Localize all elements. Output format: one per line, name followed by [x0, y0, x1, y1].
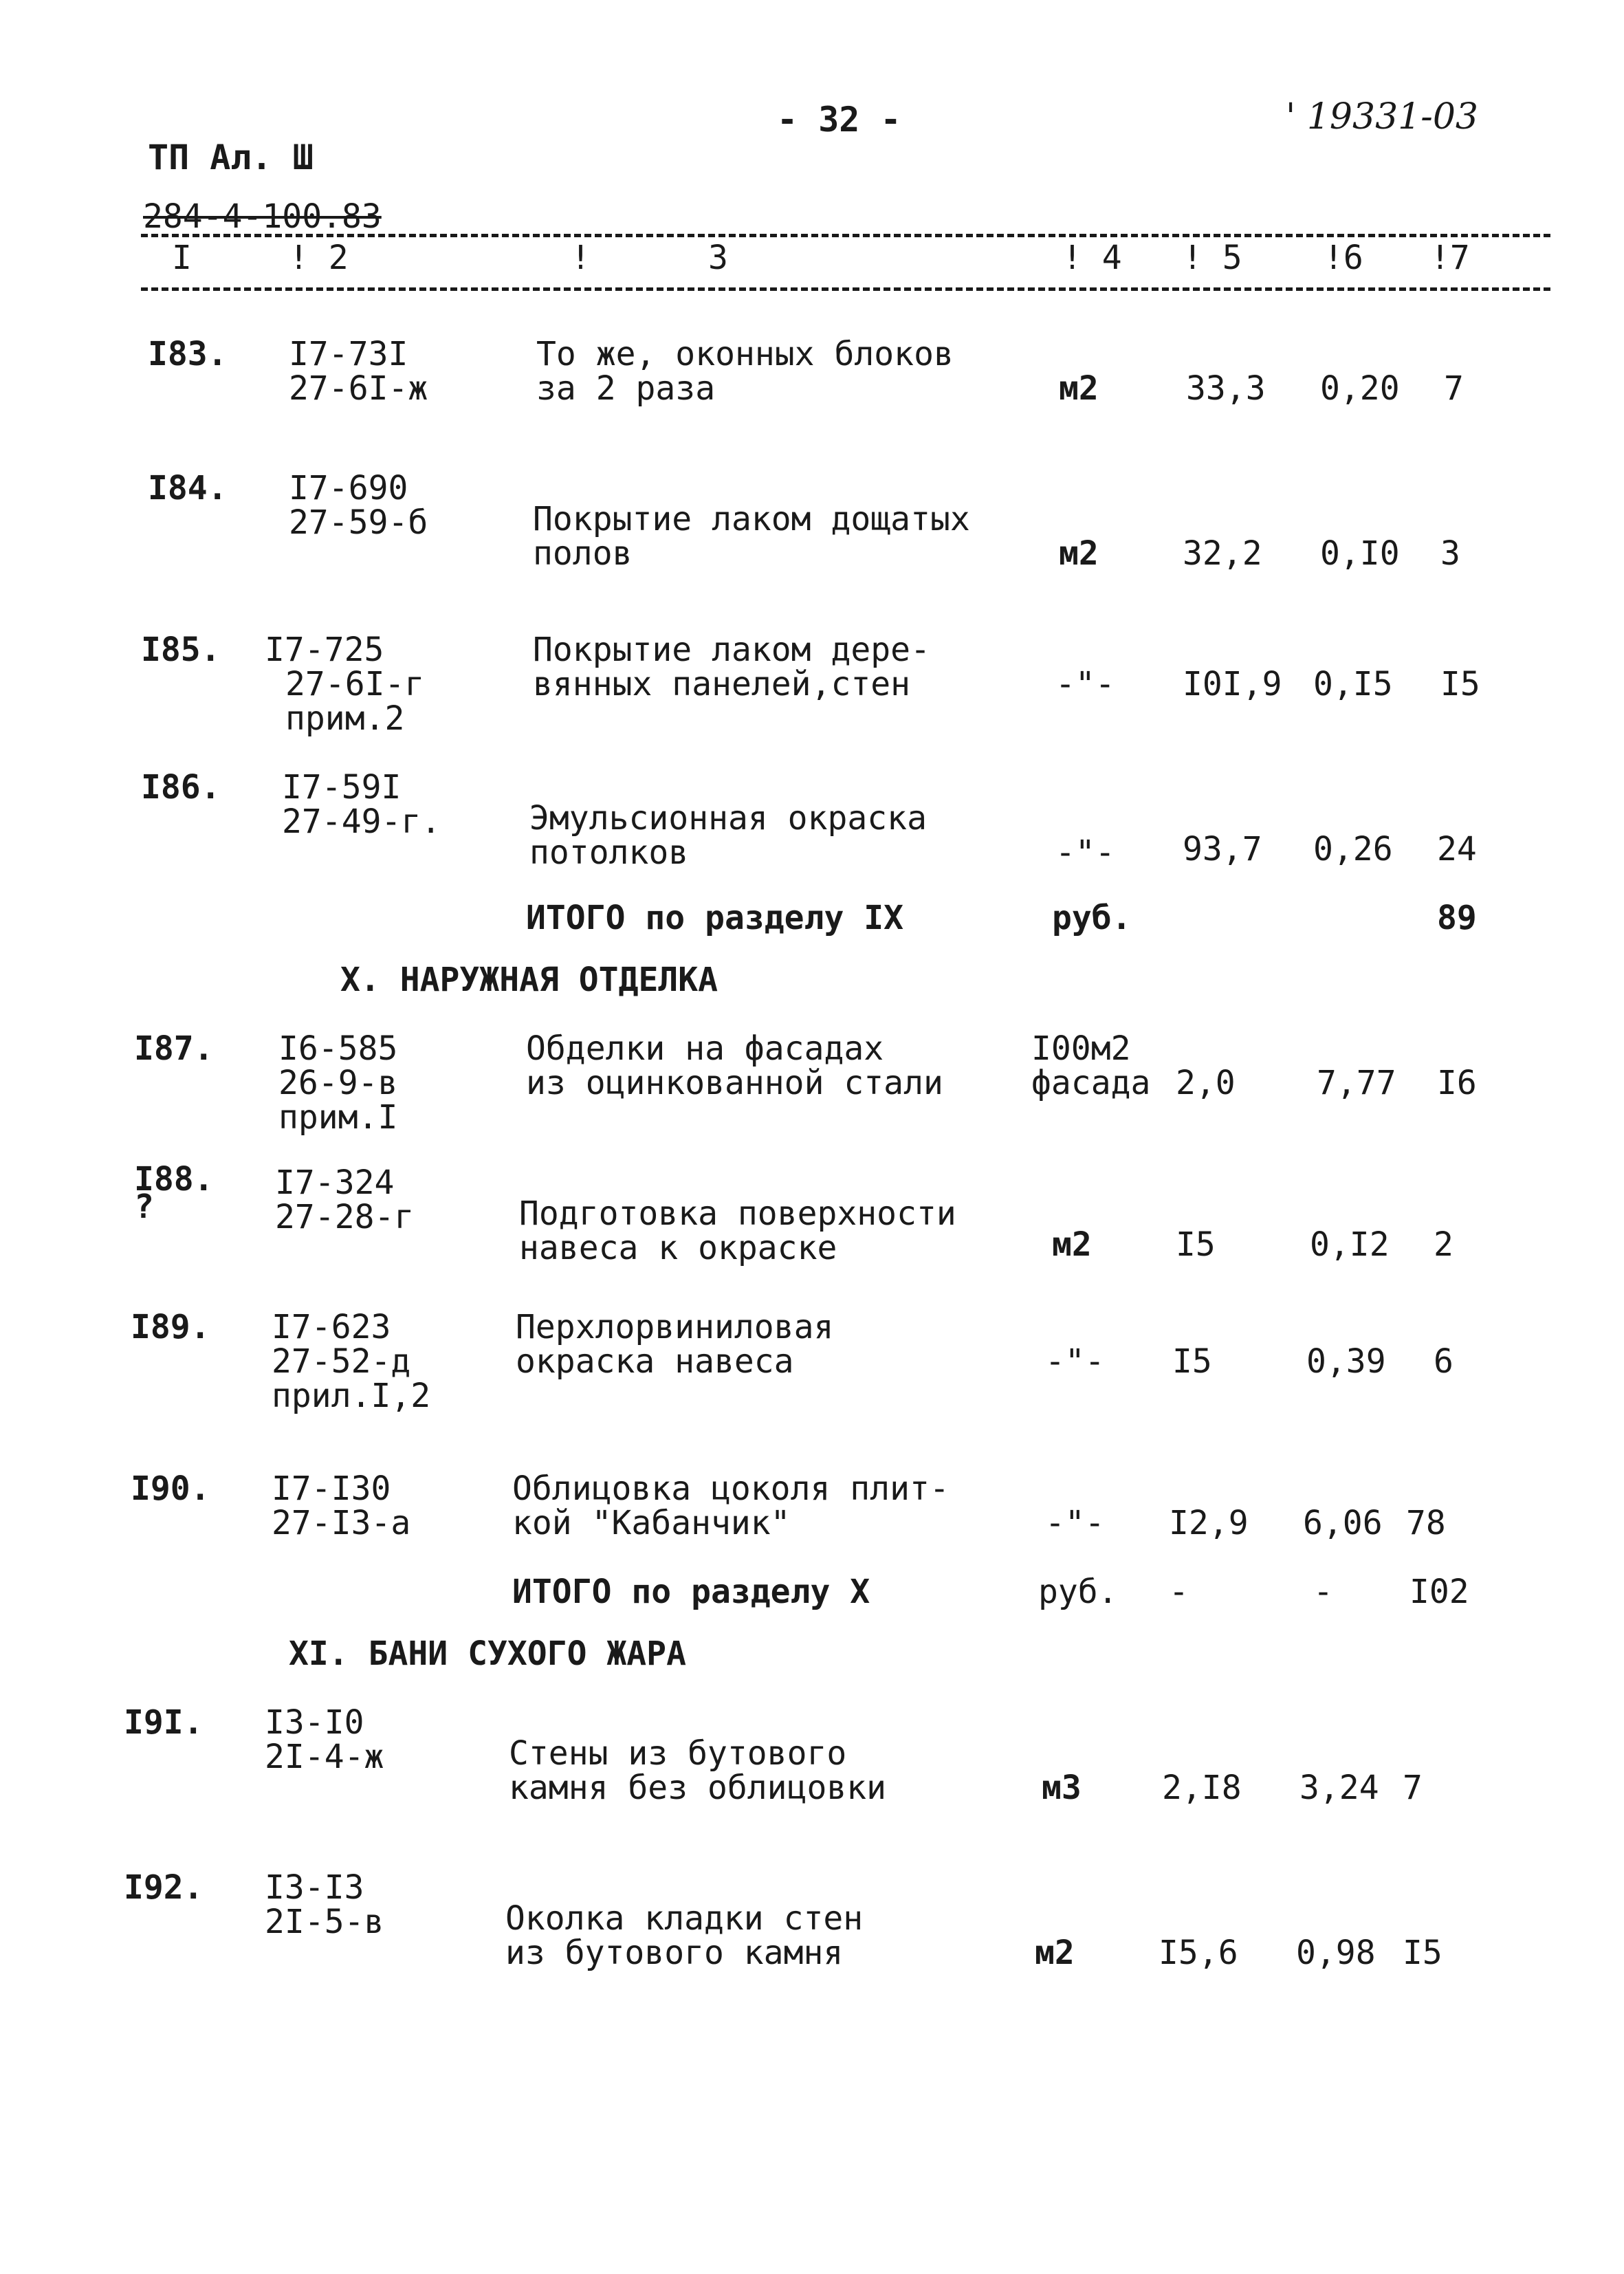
row-total: I5 — [1403, 1934, 1442, 1972]
row-price: 0,I2 — [1310, 1225, 1390, 1264]
row-price: 0,39 — [1306, 1342, 1386, 1381]
row-description: Обделки на фасадах из оцинкованной стали — [526, 1029, 943, 1102]
col-header-4: ! 4 — [1062, 239, 1122, 277]
row-codes: I7-690 27-59-б — [289, 469, 428, 542]
col-header-3: 3 — [708, 239, 728, 277]
handwritten-reference: ' 19331-03 — [1286, 96, 1478, 138]
section-total-label: ИТОГО по разделу X — [512, 1573, 870, 1611]
row-description: Перхлорвиниловая окраска навеса — [516, 1308, 834, 1381]
col-header-3-sep: ! — [571, 239, 591, 277]
section-total-price: - — [1313, 1573, 1333, 1611]
col-header-6: !6 — [1324, 239, 1363, 277]
section-total-value: 89 — [1437, 899, 1477, 937]
row-codes: I7-324 27-28-г — [275, 1163, 415, 1236]
row-codes: I6-585 26-9-в прим.I — [278, 1029, 398, 1137]
header-rule-top — [141, 234, 1550, 237]
row-codes: I7-I30 27-I3-а — [272, 1469, 411, 1542]
row-description: Покрытие лаком дощатых полов — [533, 500, 970, 573]
row-unit: м2 — [1059, 369, 1099, 408]
row-number: I87. — [134, 1029, 214, 1068]
row-description: Стены из бутового камня без облицовки — [509, 1734, 887, 1807]
page-number: - 32 - — [777, 100, 901, 140]
row-quantity: I2,9 — [1169, 1504, 1249, 1542]
project-code-line2: 284-4-100.83 — [143, 197, 382, 236]
row-unit: м2 — [1035, 1934, 1075, 1972]
section-total-value: I02 — [1409, 1573, 1469, 1611]
header-rule-bottom — [141, 287, 1550, 291]
row-total: 7 — [1444, 369, 1464, 408]
row-quantity: 2,0 — [1176, 1064, 1236, 1102]
row-number: I86. — [141, 768, 221, 807]
row-codes: I3-I0 2I-4-ж — [265, 1703, 384, 1776]
row-unit: -"- — [1045, 1342, 1105, 1381]
project-code-line1: ТП Ал. Ш — [148, 138, 314, 177]
row-description: Подготовка поверхности навеса к окраске — [519, 1194, 956, 1267]
row-unit: м3 — [1042, 1769, 1082, 1807]
row-codes: I7-59I 27-49-г. — [282, 768, 441, 841]
row-price: 0,20 — [1320, 369, 1400, 408]
row-total: 2 — [1434, 1225, 1453, 1264]
row-number: I89. — [131, 1308, 210, 1346]
row-description: То же, оконных блоков за 2 раза — [536, 335, 954, 408]
row-total: 7 — [1403, 1769, 1423, 1807]
row-codes: I7-725 27-6I-г прим.2 — [265, 631, 425, 738]
section-total-label: ИТОГО по разделу IX — [526, 899, 904, 937]
row-codes: I7-623 27-52-д прил.I,2 — [272, 1308, 431, 1415]
row-unit: м2 — [1052, 1225, 1092, 1264]
row-total: 3 — [1440, 534, 1460, 573]
row-total: 78 — [1406, 1504, 1446, 1542]
row-total: I6 — [1437, 1064, 1477, 1102]
row-price: 3,24 — [1299, 1769, 1379, 1807]
row-quantity: I5 — [1176, 1225, 1216, 1264]
row-number: I9I. — [124, 1703, 204, 1742]
row-number: I84. — [148, 469, 228, 507]
row-total: 6 — [1434, 1342, 1453, 1381]
row-unit: -"- — [1045, 1504, 1105, 1542]
row-price: 6,06 — [1303, 1504, 1383, 1542]
col-header-1: I — [172, 239, 192, 277]
row-price: 0,26 — [1313, 830, 1393, 868]
row-quantity: I5,6 — [1159, 1934, 1238, 1972]
row-quantity: 2,I8 — [1162, 1769, 1242, 1807]
section-total-unit: руб. — [1052, 899, 1132, 937]
row-unit: -"- — [1055, 665, 1115, 703]
row-description: Эмульсионная окраска потолков — [529, 799, 927, 872]
row-number: I83. — [148, 335, 228, 373]
section-total-unit: руб. — [1038, 1573, 1118, 1611]
row-description: Покрытие лаком дере- вянных панелей,стен — [533, 631, 930, 703]
row-number: I88. ? — [134, 1160, 214, 1226]
row-number: I90. — [131, 1469, 210, 1508]
row-codes: I3-I3 2I-5-в — [265, 1868, 384, 1941]
row-unit: I00м2 фасада — [1031, 1029, 1151, 1102]
row-price: 0,I0 — [1320, 534, 1400, 573]
col-header-5: ! 5 — [1183, 239, 1242, 277]
col-header-2: ! 2 — [289, 239, 349, 277]
section-title: XI. БАНИ СУХОГО ЖАРА — [289, 1635, 686, 1673]
row-quantity: 93,7 — [1183, 830, 1262, 868]
row-quantity: I0I,9 — [1183, 665, 1282, 703]
row-price: 7,77 — [1317, 1064, 1396, 1102]
section-total-qty: - — [1169, 1573, 1189, 1611]
section-title: X. НАРУЖНАЯ ОТДЕЛКА — [340, 961, 718, 999]
row-quantity: 32,2 — [1183, 534, 1262, 573]
row-number: I85. — [141, 631, 221, 669]
row-total: I5 — [1440, 665, 1480, 703]
col-header-7: !7 — [1430, 239, 1470, 277]
row-quantity: 33,3 — [1186, 369, 1266, 408]
row-total: 24 — [1437, 830, 1477, 868]
row-quantity: I5 — [1172, 1342, 1212, 1381]
row-description: Околка кладки стен из бутового камня — [505, 1899, 864, 1972]
row-number: I92. — [124, 1868, 204, 1907]
row-description: Облицовка цоколя плит- кой "Кабанчик" — [512, 1469, 950, 1542]
row-price: 0,98 — [1296, 1934, 1376, 1972]
row-unit: -"- — [1055, 833, 1115, 872]
row-price: 0,I5 — [1313, 665, 1393, 703]
row-unit: м2 — [1059, 534, 1099, 573]
row-codes: I7-73I 27-6I-ж — [289, 335, 428, 408]
